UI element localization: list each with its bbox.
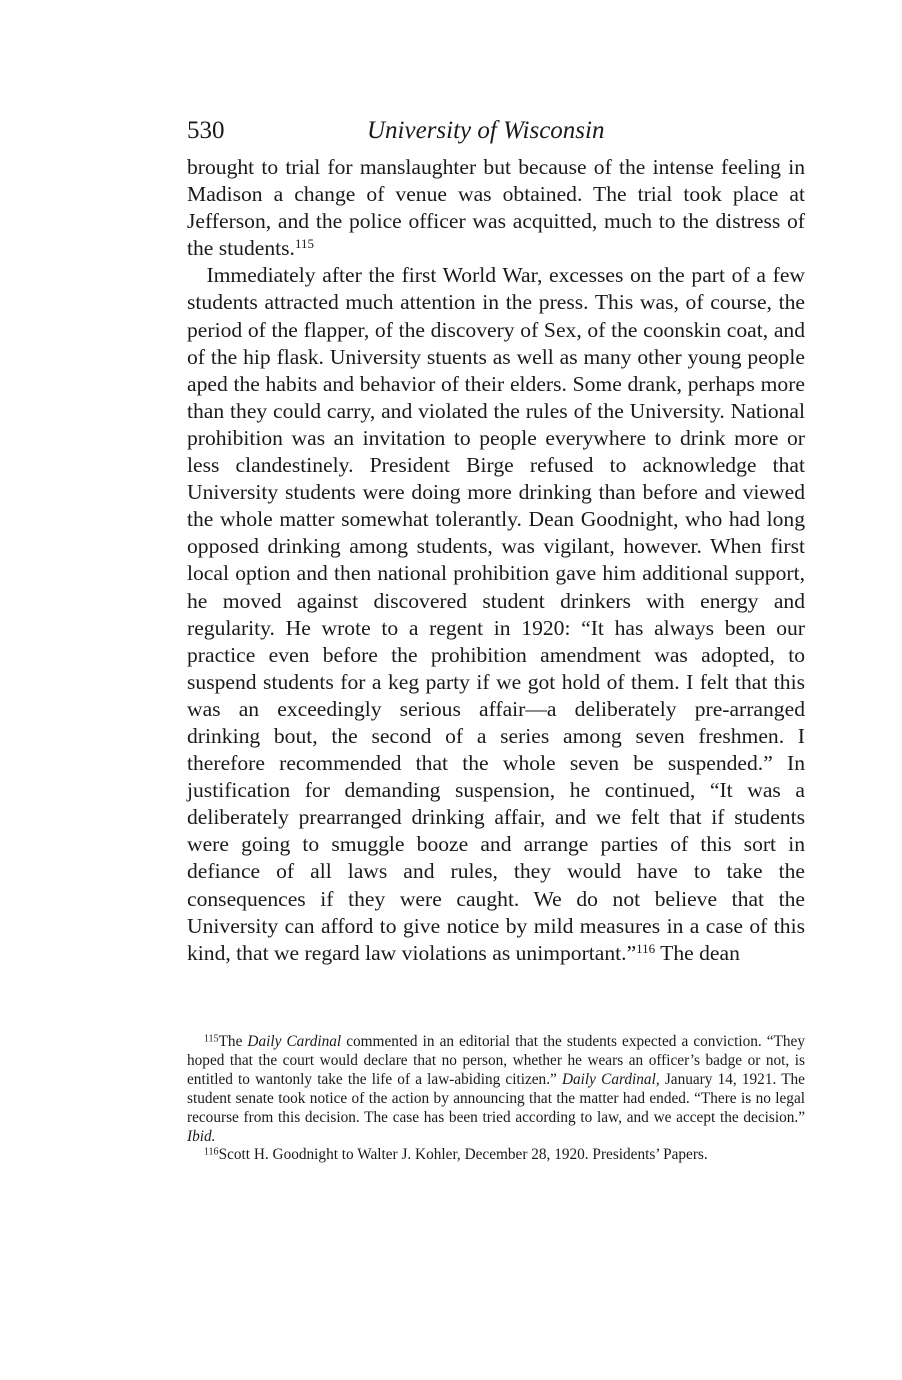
paragraph-1 [187,154,805,262]
footnote-marker-116: 116 [203,1146,219,1158]
footnote-ref-116: 116 [636,940,656,956]
footnote-115 [187,1033,805,1146]
footnote-115-ibid: Ibid. [187,1127,216,1145]
body-text [187,154,805,967]
paragraph-2-continuation: The dean [655,940,740,965]
page-number: 530 [187,117,225,144]
paragraph-1-text: brought to trial for manslaughter but because of the intense feeling in Madison a change of venue was obtained. The trial took place at Jefferson, and the police officer was acquitted, much to the distress of the students. [187,155,805,261]
footnote-116 [187,1146,805,1165]
paragraph-2 [187,262,805,966]
footnote-116-text: Scott H. Goodnight to Walter J. Kohler, December 28, 1920. Presidents’ Papers. [218,1146,708,1164]
footnote-115-quote: commented in an editorial that the students expected a conviction. “They hoped that the court would declare that no person, whether he wears an officer’s badge or not, is entitled to wantonly take the life of a law-abiding citizen.” [187,1033,805,1088]
footnote-ref-115: 115 [294,236,314,252]
footnote-marker-115: 115 [203,1033,219,1045]
footnote-115-citation: Daily Cardinal, [561,1070,660,1088]
footnote-115-text: The [218,1033,248,1050]
footnote-115-title: Daily Cardinal [247,1033,342,1050]
paragraph-2-text: Immediately after the first World War, excesses on the part of a few students attracted much attention in the press. This was, of course, the period of the flapper, of the discovery of Sex, of the coonskin coat, and of the hip flask. University stuents as well as many other young people aped the habits and behavior of their elders. Some drank, perhaps more than they could carry, and violated the rules of the University. National prohibition was an invitation to people everywhere to drink more or less clandestinely. President Birge refused to acknowledge that University students were doing more drinking than before and viewed the whole matter somewhat tolerantly. Dean Goodnight, who had long opposed drinking among students, was vigilant, however. When first local option and then national prohibition gave him additional support, he moved against discovered student drinkers with energy and regularity. He wrote to a regent in 1920: “It has always been our practice even before the prohibition amendment was adopted, to suspend students for a keg party if we got hold of them. I felt that this was an exceedingly serious affair—a deliberately pre-arranged drinking bout, the second of a series among seven freshmen. I therefore recommended that the whole seven be suspended.” In justification for demanding suspension, he continued, “It was a deliberately prearranged drinking affair, and we felt that if students were going to smuggle booze and arrange parties of this sort in defiance of all laws and rules, they would have to take the consequences if they were caught. We do not believe that the University can afford to give notice by mild measures in a case of this kind, that we regard law violations as unimportant.” [187,263,805,965]
footnotes [187,1033,805,1165]
page-header [187,114,807,148]
running-head: University of Wisconsin [367,117,605,144]
footnote-115-continuation: January 14, 1921. The student senate took notice of the action by announcing that the matter had ended. “There is no legal recourse from this decision. The case has been tried according to law, and we accept the decision.” [187,1070,805,1126]
